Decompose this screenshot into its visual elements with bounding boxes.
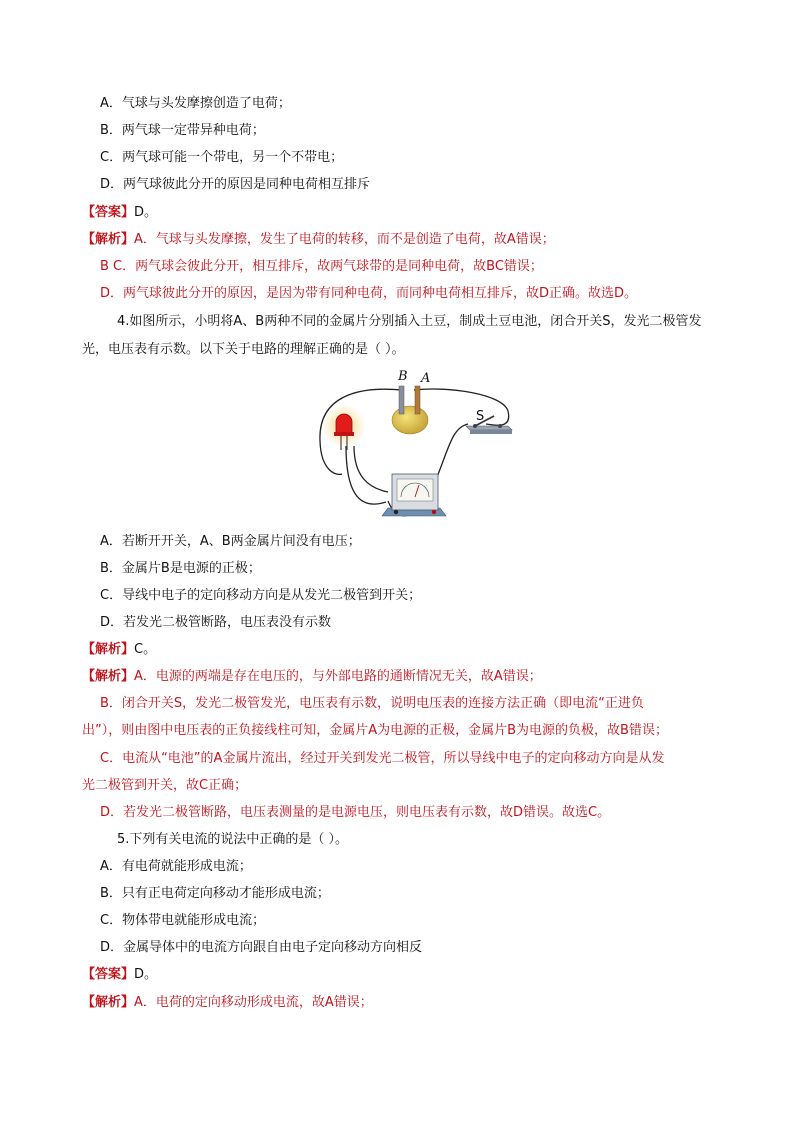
q5-option-c: C．物体带电就能形成电流； [100, 913, 266, 928]
q4-option-a: A．若断开开关，A、B两金属片间没有电压； [100, 534, 361, 549]
answer-tag: 【答案】 [82, 205, 135, 220]
q5-option-a: A．有电荷就能形成电流； [100, 859, 252, 874]
analysis-tag: 【解析】 [82, 232, 135, 247]
q3-analysis-1 [82, 230, 555, 250]
answer-value: D。 [134, 967, 158, 982]
q3-analysis-2: B C．两气球会彼此分开，相互排斥，故两气球带的是同种电荷，故BC错误； [100, 259, 543, 274]
circuit-figure [318, 366, 514, 522]
q4-analysis-2a: B．闭合开关S，发光二极管发光，电压表有示数，说明电压表的连接方法正确（即电流“正进负 [100, 696, 644, 711]
q4-analysis-2b: 出”），则由图中电压表的正负接线柱可知，金属片A为电源的正极，金属片B为电源的负极，故B错误； [82, 723, 668, 738]
q4-analysis-1 [82, 667, 542, 687]
analysis-text: A．电源的两端是存在电压的，与外部电路的通断情况无关，故A错误； [134, 669, 542, 684]
label-switch-s: S [476, 409, 485, 424]
q5-option-d: D．金属导体中的电流方向跟自由电子定向移动方向相反 [100, 940, 423, 955]
analysis-tag: 【解析】 [82, 995, 135, 1010]
q4-answer [82, 640, 156, 660]
q4-stem-line-2: 光，电压表有示数。以下关于电路的理解正确的是（ ）。 [82, 342, 405, 357]
q5-answer [82, 965, 157, 985]
voltmeter-icon [382, 474, 446, 516]
q4-analysis-4: D．若发光二极管断路，电压表测量的是电源电压，则电压表有示数，故D错误。故选C。 [100, 805, 611, 820]
q3-option-b: B．两气球一定带异种电荷； [100, 123, 265, 138]
answer-value: C。 [134, 642, 157, 657]
q4-analysis-3b: 光二极管到开关，故C正确； [82, 778, 248, 793]
q4-option-b: B．金属片B是电源的正极； [100, 561, 261, 576]
q5-stem: 5.下列有关电流的说法中正确的是（ ）。 [117, 832, 349, 847]
q3-option-c: C．两气球可能一个带电，另一个不带电； [100, 150, 344, 165]
analysis-text: A．气球与头发摩擦，发生了电荷的转移，而不是创造了电荷，故A错误； [134, 232, 555, 247]
answer-value: D。 [134, 205, 158, 220]
q5-option-b: B．只有正电荷定向移动才能形成电流； [100, 886, 330, 901]
answer-tag: 【答案】 [82, 967, 135, 982]
potato-battery-icon [392, 386, 428, 434]
q3-analysis-3: D．两气球彼此分开的原因，是因为带有同种电荷，而同种电荷相互排斥，故D正确。故选D。 [100, 286, 638, 301]
analysis-tag: 【解析】 [82, 669, 135, 684]
q4-analysis-3a: C．电流从“电池”的A金属片流出，经过开关到发光二极管，所以导线中电子的定向移动方向是从发 [100, 751, 665, 766]
label-metal-b: B [398, 369, 408, 384]
q4-stem-line-1: 4.如图所示，小明将A、B两种不同的金属片分别插入土豆，制成土豆电池，闭合开关S，发光二极管发 [117, 314, 702, 329]
q3-answer [82, 203, 157, 223]
q3-option-d: D．两气球彼此分开的原因是同种电荷相互排斥 [100, 177, 371, 192]
analysis-text: A．电荷的定向移动形成电流，故A错误； [134, 995, 373, 1010]
q4-option-d: D．若发光二极管断路，电压表没有示数 [100, 615, 332, 630]
label-metal-a: A [421, 371, 431, 386]
q4-option-c: C．导线中电子的定向移动方向是从发光二极管到开关； [100, 588, 422, 603]
q3-option-a: A．气球与头发摩擦创造了电荷； [100, 96, 291, 111]
answer-tag: 【解析】 [82, 642, 135, 657]
q5-analysis-1 [82, 993, 373, 1013]
